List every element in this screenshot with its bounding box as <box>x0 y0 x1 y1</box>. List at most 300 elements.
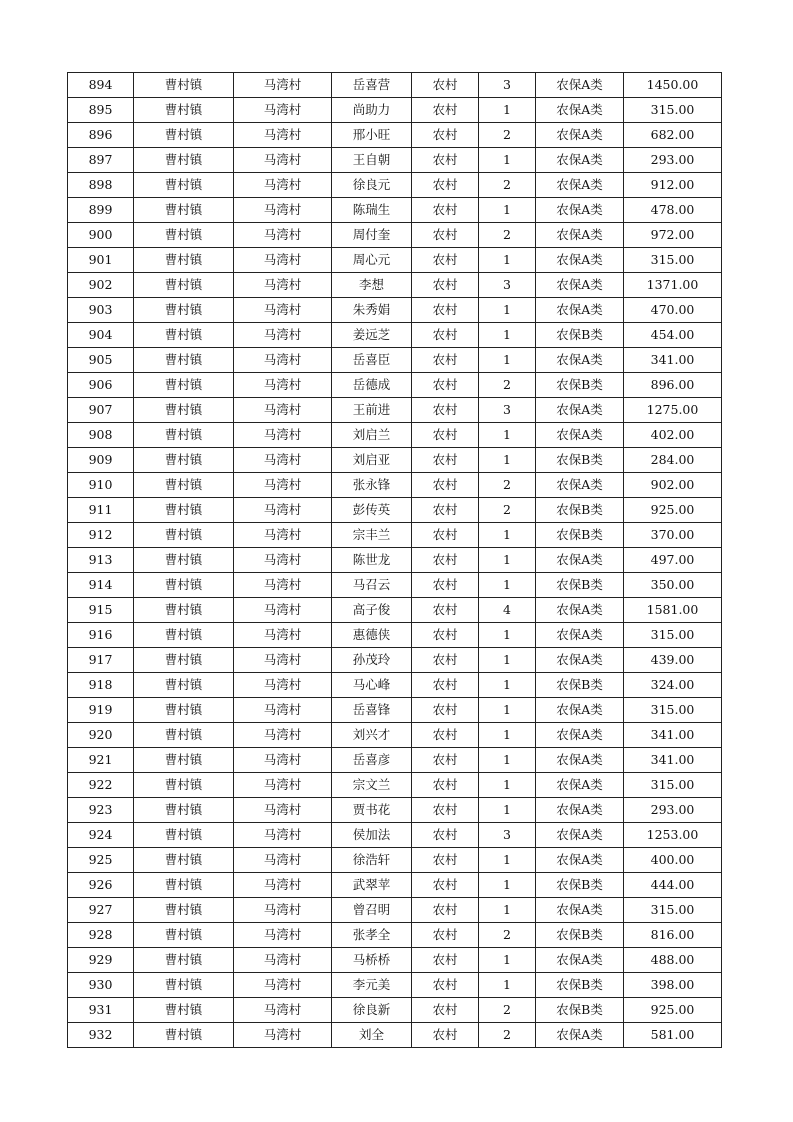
cell-town: 曹村镇 <box>134 123 234 148</box>
cell-insurance-type: 农保A类 <box>536 398 624 423</box>
cell-name: 岳喜锋 <box>332 698 412 723</box>
cell-household-size: 2 <box>479 1023 536 1048</box>
cell-household-size: 1 <box>479 548 536 573</box>
cell-amount: 1450.00 <box>624 73 722 98</box>
cell-amount: 400.00 <box>624 848 722 873</box>
cell-insurance-type: 农保A类 <box>536 473 624 498</box>
cell-name: 尚助力 <box>332 98 412 123</box>
cell-name: 王前进 <box>332 398 412 423</box>
cell-category: 农村 <box>412 298 479 323</box>
cell-amount: 1371.00 <box>624 273 722 298</box>
cell-category: 农村 <box>412 173 479 198</box>
table-body <box>68 73 722 1048</box>
cell-serial-number: 897 <box>68 148 134 173</box>
cell-amount: 293.00 <box>624 798 722 823</box>
cell-household-size: 2 <box>479 998 536 1023</box>
cell-insurance-type: 农保B类 <box>536 523 624 548</box>
cell-serial-number: 930 <box>68 973 134 998</box>
cell-amount: 1581.00 <box>624 598 722 623</box>
cell-insurance-type: 农保B类 <box>536 448 624 473</box>
cell-village: 马湾村 <box>234 223 332 248</box>
cell-village: 马湾村 <box>234 73 332 98</box>
cell-serial-number: 915 <box>68 598 134 623</box>
cell-household-size: 3 <box>479 398 536 423</box>
cell-insurance-type: 农保A类 <box>536 823 624 848</box>
cell-category: 农村 <box>412 698 479 723</box>
cell-serial-number: 919 <box>68 698 134 723</box>
cell-category: 农村 <box>412 673 479 698</box>
cell-village: 马湾村 <box>234 898 332 923</box>
cell-town: 曹村镇 <box>134 1023 234 1048</box>
cell-serial-number: 895 <box>68 98 134 123</box>
cell-town: 曹村镇 <box>134 198 234 223</box>
cell-household-size: 3 <box>479 823 536 848</box>
cell-insurance-type: 农保A类 <box>536 148 624 173</box>
cell-village: 马湾村 <box>234 998 332 1023</box>
table-row <box>68 98 722 123</box>
cell-town: 曹村镇 <box>134 723 234 748</box>
cell-serial-number: 920 <box>68 723 134 748</box>
cell-category: 农村 <box>412 398 479 423</box>
cell-village: 马湾村 <box>234 973 332 998</box>
table-row <box>68 323 722 348</box>
cell-name: 惠德侠 <box>332 623 412 648</box>
table-row <box>68 673 722 698</box>
cell-village: 马湾村 <box>234 748 332 773</box>
cell-name: 朱秀娟 <box>332 298 412 323</box>
cell-household-size: 1 <box>479 873 536 898</box>
cell-insurance-type: 农保A类 <box>536 548 624 573</box>
table-row <box>68 523 722 548</box>
cell-category: 农村 <box>412 498 479 523</box>
cell-insurance-type: 农保A类 <box>536 298 624 323</box>
cell-household-size: 1 <box>479 573 536 598</box>
table-row <box>68 723 722 748</box>
cell-insurance-type: 农保A类 <box>536 898 624 923</box>
cell-household-size: 2 <box>479 373 536 398</box>
cell-amount: 816.00 <box>624 923 722 948</box>
cell-village: 马湾村 <box>234 323 332 348</box>
cell-category: 农村 <box>412 323 479 348</box>
cell-serial-number: 911 <box>68 498 134 523</box>
cell-town: 曹村镇 <box>134 798 234 823</box>
cell-name: 岳喜彦 <box>332 748 412 773</box>
cell-village: 马湾村 <box>234 423 332 448</box>
cell-village: 马湾村 <box>234 848 332 873</box>
cell-category: 农村 <box>412 423 479 448</box>
cell-name: 张孝全 <box>332 923 412 948</box>
cell-insurance-type: 农保A类 <box>536 198 624 223</box>
cell-name: 马心峰 <box>332 673 412 698</box>
cell-serial-number: 904 <box>68 323 134 348</box>
cell-serial-number: 906 <box>68 373 134 398</box>
cell-serial-number: 900 <box>68 223 134 248</box>
cell-town: 曹村镇 <box>134 598 234 623</box>
cell-amount: 341.00 <box>624 748 722 773</box>
cell-serial-number: 910 <box>68 473 134 498</box>
table-row <box>68 223 722 248</box>
cell-serial-number: 931 <box>68 998 134 1023</box>
table-row <box>68 873 722 898</box>
cell-household-size: 1 <box>479 898 536 923</box>
cell-insurance-type: 农保A类 <box>536 73 624 98</box>
cell-amount: 315.00 <box>624 698 722 723</box>
cell-town: 曹村镇 <box>134 573 234 598</box>
cell-amount: 912.00 <box>624 173 722 198</box>
cell-name: 张永锋 <box>332 473 412 498</box>
cell-serial-number: 907 <box>68 398 134 423</box>
cell-household-size: 1 <box>479 323 536 348</box>
cell-serial-number: 912 <box>68 523 134 548</box>
cell-insurance-type: 农保B类 <box>536 498 624 523</box>
cell-category: 农村 <box>412 448 479 473</box>
cell-name: 李想 <box>332 273 412 298</box>
table-row <box>68 198 722 223</box>
cell-village: 马湾村 <box>234 298 332 323</box>
table-row <box>68 848 722 873</box>
cell-serial-number: 929 <box>68 948 134 973</box>
cell-town: 曹村镇 <box>134 998 234 1023</box>
cell-serial-number: 925 <box>68 848 134 873</box>
cell-serial-number: 909 <box>68 448 134 473</box>
table-row <box>68 348 722 373</box>
cell-insurance-type: 农保A类 <box>536 423 624 448</box>
cell-household-size: 1 <box>479 623 536 648</box>
cell-town: 曹村镇 <box>134 923 234 948</box>
cell-town: 曹村镇 <box>134 398 234 423</box>
cell-insurance-type: 农保B类 <box>536 923 624 948</box>
cell-household-size: 1 <box>479 298 536 323</box>
table-row <box>68 623 722 648</box>
cell-serial-number: 926 <box>68 873 134 898</box>
cell-amount: 972.00 <box>624 223 722 248</box>
table-row <box>68 573 722 598</box>
cell-household-size: 1 <box>479 423 536 448</box>
cell-amount: 925.00 <box>624 998 722 1023</box>
cell-town: 曹村镇 <box>134 473 234 498</box>
cell-village: 马湾村 <box>234 523 332 548</box>
cell-household-size: 1 <box>479 723 536 748</box>
cell-category: 农村 <box>412 348 479 373</box>
cell-household-size: 1 <box>479 523 536 548</box>
cell-amount: 444.00 <box>624 873 722 898</box>
cell-amount: 581.00 <box>624 1023 722 1048</box>
cell-amount: 1275.00 <box>624 398 722 423</box>
table-row <box>68 773 722 798</box>
cell-insurance-type: 农保A类 <box>536 1023 624 1048</box>
cell-town: 曹村镇 <box>134 873 234 898</box>
cell-name: 徐良元 <box>332 173 412 198</box>
cell-village: 马湾村 <box>234 398 332 423</box>
cell-name: 王自朝 <box>332 148 412 173</box>
cell-serial-number: 899 <box>68 198 134 223</box>
cell-amount: 896.00 <box>624 373 722 398</box>
cell-insurance-type: 农保A类 <box>536 748 624 773</box>
cell-amount: 315.00 <box>624 98 722 123</box>
cell-category: 农村 <box>412 598 479 623</box>
cell-serial-number: 898 <box>68 173 134 198</box>
cell-serial-number: 914 <box>68 573 134 598</box>
cell-town: 曹村镇 <box>134 348 234 373</box>
cell-insurance-type: 农保A类 <box>536 848 624 873</box>
cell-category: 农村 <box>412 948 479 973</box>
cell-name: 岳德成 <box>332 373 412 398</box>
cell-serial-number: 894 <box>68 73 134 98</box>
cell-village: 马湾村 <box>234 923 332 948</box>
cell-category: 农村 <box>412 548 479 573</box>
cell-insurance-type: 农保B类 <box>536 973 624 998</box>
cell-household-size: 1 <box>479 798 536 823</box>
cell-name: 武翠苹 <box>332 873 412 898</box>
cell-category: 农村 <box>412 73 479 98</box>
cell-name: 马召云 <box>332 573 412 598</box>
cell-village: 马湾村 <box>234 723 332 748</box>
cell-town: 曹村镇 <box>134 773 234 798</box>
cell-category: 农村 <box>412 223 479 248</box>
cell-insurance-type: 农保B类 <box>536 873 624 898</box>
cell-amount: 398.00 <box>624 973 722 998</box>
cell-name: 徐浩轩 <box>332 848 412 873</box>
cell-household-size: 1 <box>479 673 536 698</box>
cell-insurance-type: 农保A类 <box>536 98 624 123</box>
cell-town: 曹村镇 <box>134 848 234 873</box>
cell-village: 马湾村 <box>234 98 332 123</box>
cell-household-size: 3 <box>479 73 536 98</box>
table-row <box>68 1023 722 1048</box>
cell-insurance-type: 农保A类 <box>536 123 624 148</box>
cell-town: 曹村镇 <box>134 673 234 698</box>
cell-category: 农村 <box>412 998 479 1023</box>
cell-insurance-type: 农保A类 <box>536 698 624 723</box>
cell-household-size: 1 <box>479 698 536 723</box>
cell-amount: 470.00 <box>624 298 722 323</box>
cell-serial-number: 913 <box>68 548 134 573</box>
table-row <box>68 598 722 623</box>
cell-village: 马湾村 <box>234 673 332 698</box>
cell-serial-number: 908 <box>68 423 134 448</box>
cell-name: 李元美 <box>332 973 412 998</box>
cell-serial-number: 928 <box>68 923 134 948</box>
cell-name: 岳喜臣 <box>332 348 412 373</box>
cell-town: 曹村镇 <box>134 623 234 648</box>
cell-name: 徐良新 <box>332 998 412 1023</box>
table-row <box>68 273 722 298</box>
cell-household-size: 1 <box>479 773 536 798</box>
cell-name: 陈世龙 <box>332 548 412 573</box>
table-row <box>68 123 722 148</box>
cell-name: 彭传英 <box>332 498 412 523</box>
cell-village: 马湾村 <box>234 648 332 673</box>
cell-household-size: 4 <box>479 598 536 623</box>
table-row <box>68 173 722 198</box>
cell-name: 马桥桥 <box>332 948 412 973</box>
cell-insurance-type: 农保B类 <box>536 673 624 698</box>
cell-village: 马湾村 <box>234 773 332 798</box>
cell-town: 曹村镇 <box>134 698 234 723</box>
cell-amount: 497.00 <box>624 548 722 573</box>
cell-category: 农村 <box>412 473 479 498</box>
cell-name: 孙茂玲 <box>332 648 412 673</box>
cell-insurance-type: 农保A类 <box>536 623 624 648</box>
cell-serial-number: 922 <box>68 773 134 798</box>
cell-serial-number: 921 <box>68 748 134 773</box>
cell-household-size: 2 <box>479 223 536 248</box>
table-row <box>68 73 722 98</box>
cell-household-size: 1 <box>479 148 536 173</box>
cell-household-size: 1 <box>479 448 536 473</box>
cell-village: 马湾村 <box>234 198 332 223</box>
table-row <box>68 448 722 473</box>
cell-household-size: 2 <box>479 173 536 198</box>
cell-village: 马湾村 <box>234 173 332 198</box>
cell-village: 马湾村 <box>234 498 332 523</box>
cell-household-size: 1 <box>479 948 536 973</box>
cell-amount: 284.00 <box>624 448 722 473</box>
cell-amount: 1253.00 <box>624 823 722 848</box>
cell-name: 刘启亚 <box>332 448 412 473</box>
cell-household-size: 2 <box>479 923 536 948</box>
table-row <box>68 298 722 323</box>
cell-serial-number: 923 <box>68 798 134 823</box>
cell-household-size: 1 <box>479 973 536 998</box>
cell-name: 邢小旺 <box>332 123 412 148</box>
cell-serial-number: 903 <box>68 298 134 323</box>
cell-insurance-type: 农保A类 <box>536 223 624 248</box>
data-table <box>67 72 722 1048</box>
cell-village: 马湾村 <box>234 123 332 148</box>
cell-village: 马湾村 <box>234 948 332 973</box>
cell-amount: 682.00 <box>624 123 722 148</box>
cell-name: 曾召明 <box>332 898 412 923</box>
cell-category: 农村 <box>412 148 479 173</box>
cell-town: 曹村镇 <box>134 373 234 398</box>
table-row <box>68 973 722 998</box>
cell-amount: 350.00 <box>624 573 722 598</box>
cell-category: 农村 <box>412 898 479 923</box>
cell-amount: 293.00 <box>624 148 722 173</box>
cell-name: 周付奎 <box>332 223 412 248</box>
cell-village: 马湾村 <box>234 1023 332 1048</box>
table-row <box>68 998 722 1023</box>
cell-category: 农村 <box>412 873 479 898</box>
cell-amount: 439.00 <box>624 648 722 673</box>
table-row <box>68 698 722 723</box>
cell-serial-number: 901 <box>68 248 134 273</box>
cell-category: 农村 <box>412 98 479 123</box>
cell-category: 农村 <box>412 848 479 873</box>
cell-town: 曹村镇 <box>134 148 234 173</box>
cell-town: 曹村镇 <box>134 423 234 448</box>
table-row <box>68 898 722 923</box>
cell-name: 宗文兰 <box>332 773 412 798</box>
cell-serial-number: 924 <box>68 823 134 848</box>
cell-category: 农村 <box>412 773 479 798</box>
cell-name: 宗丰兰 <box>332 523 412 548</box>
cell-category: 农村 <box>412 573 479 598</box>
cell-insurance-type: 农保A类 <box>536 273 624 298</box>
cell-household-size: 1 <box>479 348 536 373</box>
table-row <box>68 148 722 173</box>
cell-village: 马湾村 <box>234 148 332 173</box>
cell-village: 马湾村 <box>234 573 332 598</box>
cell-village: 马湾村 <box>234 798 332 823</box>
cell-amount: 315.00 <box>624 248 722 273</box>
cell-amount: 478.00 <box>624 198 722 223</box>
table-row <box>68 398 722 423</box>
cell-household-size: 1 <box>479 198 536 223</box>
cell-insurance-type: 农保A类 <box>536 773 624 798</box>
cell-household-size: 1 <box>479 648 536 673</box>
cell-household-size: 1 <box>479 848 536 873</box>
cell-household-size: 1 <box>479 748 536 773</box>
cell-town: 曹村镇 <box>134 273 234 298</box>
cell-village: 马湾村 <box>234 373 332 398</box>
cell-insurance-type: 农保A类 <box>536 173 624 198</box>
cell-village: 马湾村 <box>234 248 332 273</box>
cell-category: 农村 <box>412 523 479 548</box>
cell-amount: 315.00 <box>624 773 722 798</box>
table-row <box>68 473 722 498</box>
cell-name: 贾书花 <box>332 798 412 823</box>
cell-category: 农村 <box>412 248 479 273</box>
cell-amount: 925.00 <box>624 498 722 523</box>
cell-household-size: 3 <box>479 273 536 298</box>
table-row <box>68 923 722 948</box>
cell-town: 曹村镇 <box>134 298 234 323</box>
cell-serial-number: 902 <box>68 273 134 298</box>
cell-serial-number: 916 <box>68 623 134 648</box>
cell-town: 曹村镇 <box>134 323 234 348</box>
cell-category: 农村 <box>412 748 479 773</box>
cell-name: 周心元 <box>332 248 412 273</box>
cell-name: 高子俊 <box>332 598 412 623</box>
cell-amount: 315.00 <box>624 898 722 923</box>
table-row <box>68 948 722 973</box>
relief-roster-table <box>67 72 721 1048</box>
cell-village: 马湾村 <box>234 873 332 898</box>
cell-town: 曹村镇 <box>134 898 234 923</box>
cell-amount: 902.00 <box>624 473 722 498</box>
cell-town: 曹村镇 <box>134 448 234 473</box>
cell-amount: 370.00 <box>624 523 722 548</box>
cell-town: 曹村镇 <box>134 523 234 548</box>
cell-name: 岳喜营 <box>332 73 412 98</box>
cell-amount: 488.00 <box>624 948 722 973</box>
cell-name: 刘兴才 <box>332 723 412 748</box>
table-row <box>68 748 722 773</box>
table-row <box>68 423 722 448</box>
cell-serial-number: 918 <box>68 673 134 698</box>
cell-household-size: 2 <box>479 498 536 523</box>
cell-village: 马湾村 <box>234 698 332 723</box>
table-row <box>68 548 722 573</box>
cell-category: 农村 <box>412 1023 479 1048</box>
cell-village: 马湾村 <box>234 598 332 623</box>
table-row <box>68 798 722 823</box>
table-row <box>68 648 722 673</box>
cell-category: 农村 <box>412 273 479 298</box>
cell-town: 曹村镇 <box>134 648 234 673</box>
cell-village: 马湾村 <box>234 348 332 373</box>
cell-category: 农村 <box>412 973 479 998</box>
cell-insurance-type: 农保B类 <box>536 373 624 398</box>
cell-name: 陈瑞生 <box>332 198 412 223</box>
cell-amount: 454.00 <box>624 323 722 348</box>
cell-amount: 341.00 <box>624 348 722 373</box>
cell-insurance-type: 农保A类 <box>536 648 624 673</box>
cell-insurance-type: 农保A类 <box>536 948 624 973</box>
cell-village: 马湾村 <box>234 448 332 473</box>
